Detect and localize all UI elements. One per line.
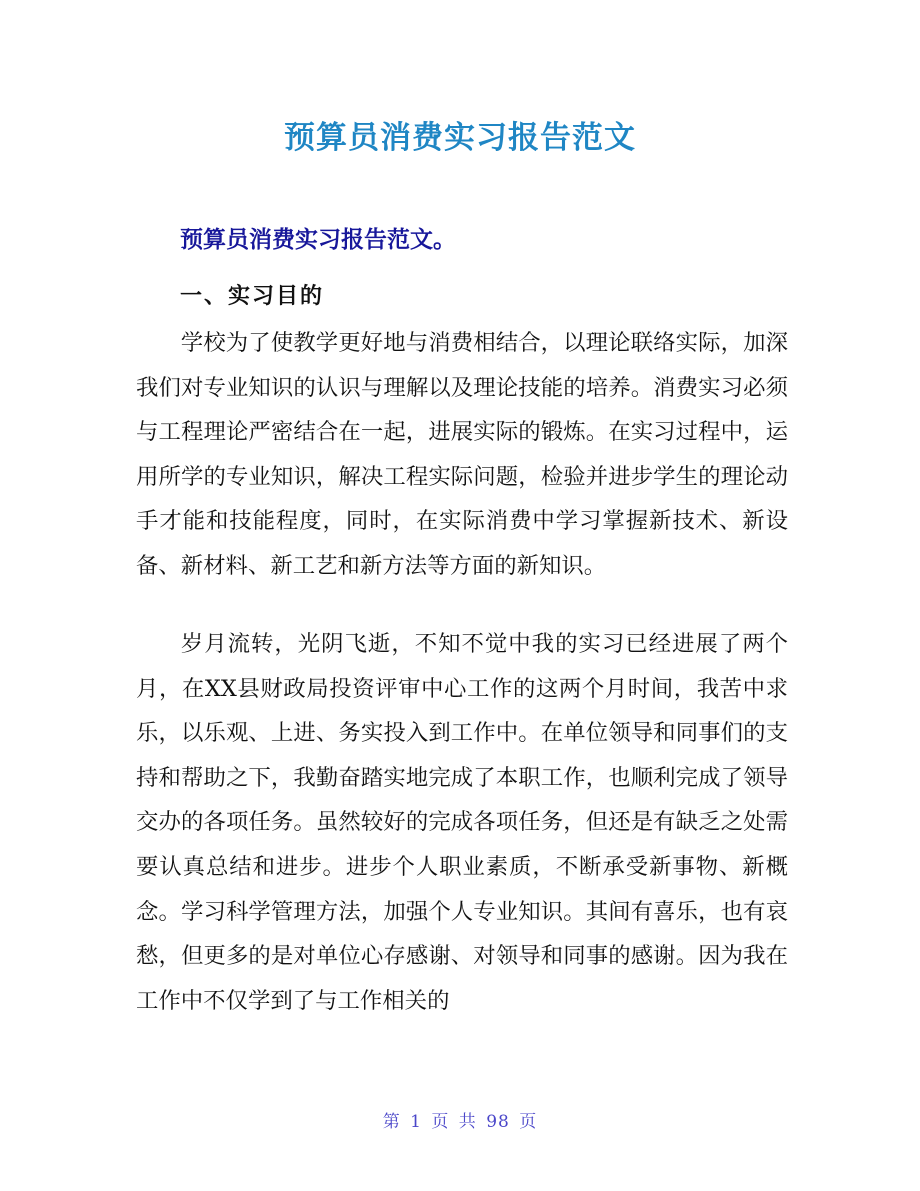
body-paragraph-2: 岁月流转，光阴飞逝，不知不觉中我的实习已经进展了两个月，在XX县财政局投资评审中心工作的这两个月时间，我苦中求乐，以乐观、上进、务实投入到工作中。在单位领导和同事们的支持和帮助之下，我勤奋踏实地完成了本职工作，也顺利完成了领导交办的各项任务。虽然较好的完成各项任务，但还是有缺乏之处需要认真总结和进步。进步个人职业素质，不断承受新事物、新概念。学习科学管理方法，加强个人专业知识。其间有喜乐，也有哀愁，但更多的是对单位心存感谢、对领导和同事的感谢。因为我在工作中不仅学到了与工作相关的	[136, 631, 788, 1014]
document-subtitle: 预算员消费实习报告范文。	[180, 227, 456, 253]
document-title: 预算员消费实习报告范文	[284, 120, 636, 156]
body-paragraph-1: 学校为了使教学更好地与消费相结合，以理论联络实际，加深我们对专业知识的认识与理解以及理论技能的培养。消费实习必须与工程理论严密结合在一起，进展实际的锻炼。在实习过程中，运用所学的专业知识，解决工程实际问题，检验并进步学生的理论动手才能和技能程度，同时，在实际消费中学习掌握新技术、新设备、新材料、新工艺和新方法等方面的新知识。	[136, 330, 788, 579]
page-number-footer: 第 1 页 共 98 页	[382, 1112, 538, 1132]
section-heading: 一、实习目的	[180, 284, 325, 309]
